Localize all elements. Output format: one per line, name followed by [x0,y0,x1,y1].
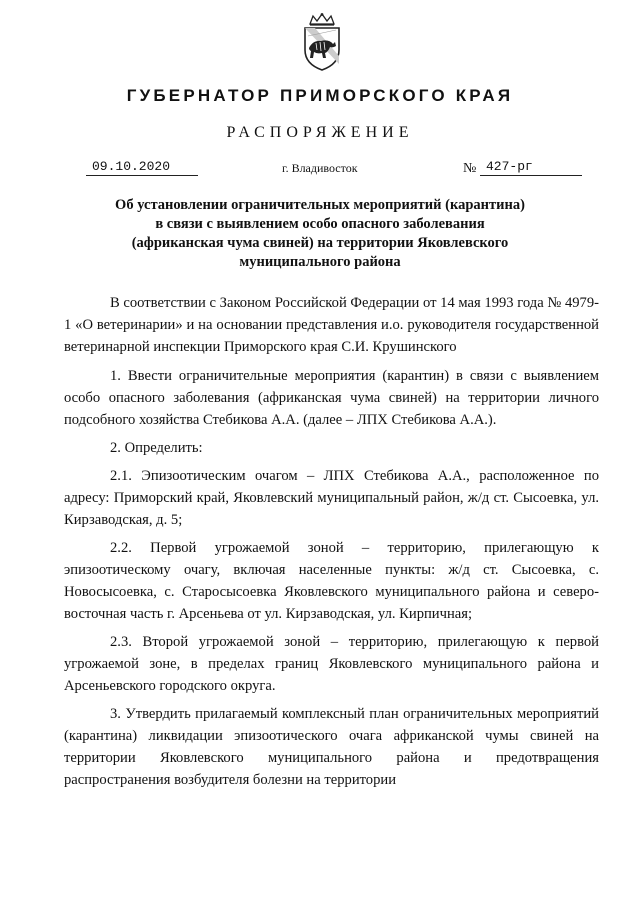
document-body [64,292,599,797]
document-type: РАСПОРЯЖЕНИЕ [226,124,414,141]
document-date: 09.10.2020 [86,159,198,176]
clause-2-2: 2.2. Первой угрожаемой зоной – территорию, прилегающую к эпизоотическому очагу, включая населенные пункты: ж/д ст. Сысоевка, с. Новосысоевка, с. Старосысоевка Яковлевского муниципального района и северо-восточная часть г. Арсеньева от ул. Кирзаводская, ул. Кирпичная; [64,540,599,622]
clause-1: 1. Ввести ограничительные мероприятия (карантин) в связи с выявлением особо опасного заболевания (африканская чума свиней) на территории личного подсобного хозяйства Стебикова А.А. (далее – ЛПХ Стебикова А.А.). [64,368,599,428]
document-title: Об установлении ограничительных мероприятий (карантина) в связи с выявлением особо опасного заболевания (африканская чума свиней) на территории Яковлевского муниципального района [115,197,525,270]
document-city: г. Владивосток [282,161,358,175]
authority-heading: ГУБЕРНАТОР ПРИМОРСКОГО КРАЯ [126,86,514,105]
clause-2: 2. Определить: [110,440,203,456]
number-label: № [463,161,477,176]
coat-of-arms-icon [299,12,345,72]
clause-2-3: 2.3. Второй угрожаемой зоной – территорию, прилегающую к первой угрожаемой зоне, в пределах границ Яковлевского муниципального района и Арсеньевского городского округа. [64,634,599,694]
clause-3: 3. Утвердить прилагаемый комплексный план ограничительных мероприятий (карантина) ликвидации эпизоотического очага африканской чумы свиней на территории Яковлевского муниципального района и предотвращения распространения возбудителя болезни на территории [64,706,599,788]
clause-2-1: 2.1. Эпизоотическим очагом – ЛПХ Стебикова А.А., расположенное по адресу: Приморский край, Яковлевский муниципальный район, ж/д ст. Сысоевка, ул. Кирзаводская, д. 5; [64,468,599,528]
document-number: 427-рг [480,159,582,176]
preamble-paragraph: В соответствии с Законом Российской Федерации от 14 мая 1993 года № 4979-1 «О ветеринарии» и на основании представления и.о. руководителя государственной ветеринарной инспекции Приморского края С.И. Крушинского [64,295,599,355]
